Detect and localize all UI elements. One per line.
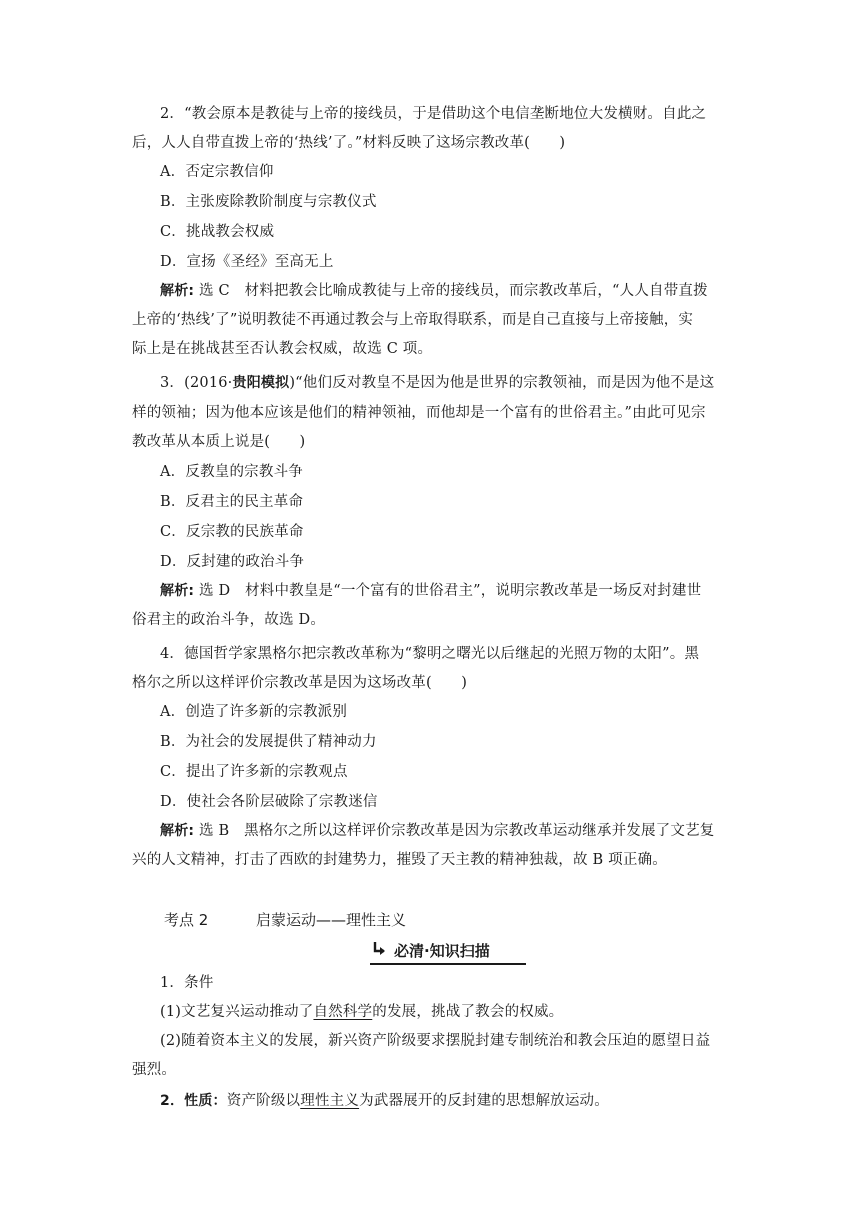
q3-option-c: C．反宗教的民族革命: [160, 524, 304, 540]
q3-prefix: 3．(2016·: [160, 375, 233, 391]
q3-stem-line1: [160, 373, 760, 393]
banner-title: 必清·知识扫描: [394, 942, 490, 960]
q4-stem-line2: 格尔之所以这样评价宗教改革是因为这场改革( ): [132, 675, 468, 691]
q4-analysis-line1: [160, 821, 760, 841]
q3-analysis-line1: [160, 581, 760, 601]
q3-stem-rest: )“他们反对教皇不是因为他是世界的宗教领袖，而是因为他不是这: [289, 375, 715, 391]
q3-source: 贵阳模拟: [232, 375, 290, 391]
point1-item1-rest: 的发展，挑战了教会的权威。: [372, 1004, 564, 1020]
q3-analysis-text: 选 D 材料中教皇是“一个富有的世俗君主”，说明宗教改革是一场反对封建世: [199, 583, 702, 599]
point2-text: 资产阶级以: [226, 1093, 301, 1109]
q2-analysis-line3: 际上是在挑战甚至否认教会权威，故选 C 项。: [132, 341, 433, 357]
section-label: 考点 2: [164, 911, 209, 929]
q3-analysis-label: 解析:: [160, 583, 195, 599]
q4-stem-line1: 4．德国哲学家黑格尔把宗教改革称为“黎明之曙光以后继起的光照万物的太阳”。黑: [160, 646, 700, 662]
point2: [160, 1091, 760, 1111]
q4-analysis-label: 解析:: [160, 823, 195, 839]
point2-rest: 为武器展开的反封建的思想解放运动。: [359, 1093, 609, 1109]
q3-analysis-line2: 俗君主的政治斗争，故选 D。: [132, 612, 326, 628]
q2-option-c: C．挑战教会权威: [160, 224, 275, 240]
q4-option-d: D．使社会各阶层破除了宗教迷信: [160, 794, 378, 810]
q2-stem-line1: 2．“教会原本是教徒与上帝的接线员，于是借助这个电信垄断地位大发横财。自此之: [160, 106, 707, 122]
point2-keyword: 理性主义: [300, 1093, 360, 1109]
arrow-down-right-icon: [370, 939, 390, 963]
point2-label: 2．性质：: [160, 1093, 227, 1109]
q3-option-a: A．反教皇的宗教斗争: [160, 464, 303, 480]
q4-option-b: B．为社会的发展提供了精神动力: [160, 734, 377, 750]
point1-item1: [160, 1002, 760, 1022]
knowledge-scan-banner: [370, 939, 526, 965]
q2-analysis-text: 选 C 材料把教会比喻成教徒与上帝的接线员，而宗教改革后，“人人自带直拨: [199, 283, 708, 299]
section-title: 启蒙运动——理性主义: [256, 911, 407, 929]
q4-analysis-text: 选 B 黑格尔之所以这样评价宗教改革是因为宗教改革运动继承并发展了文艺复: [199, 823, 715, 839]
q3-option-b: B．反君主的民主革命: [160, 494, 304, 510]
q4-analysis-line2: 兴的人文精神，打击了西欧的封建势力，摧毁了天主教的精神独裁，故 B 项正确。: [132, 852, 667, 868]
q2-analysis-line1: [160, 281, 760, 301]
q4-option-c: C．提出了许多新的宗教观点: [160, 764, 348, 780]
q4-option-a: A．创造了许多新的宗教派别: [160, 704, 348, 720]
point1-item2-line1: (2)随着资本主义的发展，新兴资产阶级要求摆脱封建专制统治和教会压迫的愿望日益: [160, 1033, 711, 1049]
point1-title: 1．条件: [160, 975, 214, 991]
q3-stem-line3: 教改革从本质上说是( ): [132, 434, 306, 450]
point1-item1-keyword: 自然科学: [313, 1004, 373, 1020]
q2-analysis-label: 解析:: [160, 283, 195, 299]
q2-stem-line2: 后，人人自带直拨上帝的‘热线’了。”材料反映了这场宗教改革( ): [132, 135, 566, 151]
q2-analysis-line2: 上帝的‘热线’了”说明教徒不再通过教会与上帝取得联系，而是自己直接与上帝接触，实: [132, 312, 694, 328]
q2-option-a: A．否定宗教信仰: [160, 164, 274, 180]
point1-item1-text: (1)文艺复兴运动推动了: [160, 1004, 314, 1020]
q3-stem-line2: 样的领袖；因为他本应该是他们的精神领袖，而他却是一个富有的世俗君主。”由此可见宗: [132, 405, 706, 421]
q3-option-d: D．反封建的政治斗争: [160, 554, 305, 570]
q2-option-d: D．宣扬《圣经》至高无上: [160, 254, 334, 270]
q2-option-b: B．主张废除教阶制度与宗教仪式: [160, 194, 377, 210]
point1-item2-line2: 强烈。: [132, 1062, 177, 1078]
